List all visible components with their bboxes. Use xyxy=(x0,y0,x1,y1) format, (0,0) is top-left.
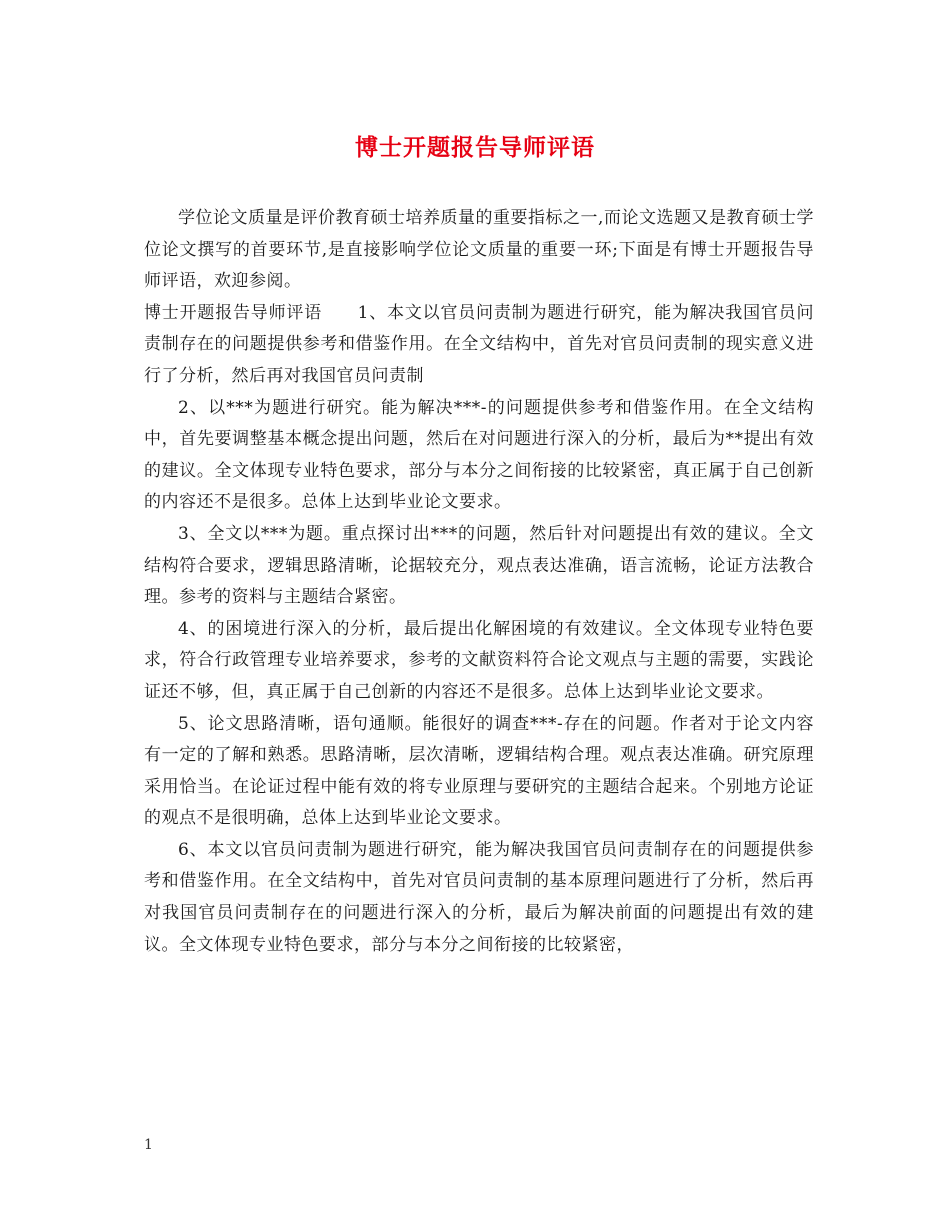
comment-paragraph-5: 5、论文思路清晰，语句通顺。能很好的调查***-存在的问题。作者对于论文内容有一定的了解和熟悉。思路清晰，层次清晰，逻辑结构合理。观点表达准确。研究原理采用恰当。在论证过程中能有效的将专业原理与要研究的主题结合起来。个别地方论证的观点不是很明确，总体上达到毕业论文要求。 xyxy=(144,713,814,829)
document-title: 博士开题报告导师评语 xyxy=(355,134,595,161)
document-body xyxy=(144,203,814,961)
comment-paragraph-3: 3、全文以***为题。重点探讨出***的问题，然后针对问题提出有效的建议。全文结构符合要求，逻辑思路清晰，论据较充分，观点表达准确，语言流畅，论证方法教合理。参考的资料与主题结合紧密。 xyxy=(144,523,814,608)
comment-paragraph-4: 4、的困境进行深入的分析，最后提出化解困境的有效建议。全文体现专业特色要求，符合行政管理专业培养要求，参考的文献资料符合论文观点与主题的需要，实践论证还不够，但，真正属于自己创新的内容还不是很多。总体上达到毕业论文要求。 xyxy=(144,618,814,702)
comment-paragraph-2: 2、以***为题进行研究。能为解决***-的问题提供参考和借鉴作用。在全文结构中，首先要调整基本概念提出问题，然后在对问题进行深入的分析，最后为**提出有效的建议。全文体现专业特色要求，部分与本分之间衔接的比较紧密，真正属于自己创新的内容还不是很多。总体上达到毕业论文要求。 xyxy=(144,397,814,513)
page-number: 1 xyxy=(144,1137,153,1153)
section-paragraph: 博士开题报告导师评语 1、本文以官员问责制为题进行研究，能为解决我国官员问责制存在的问题提供参考和借鉴作用。在全文结构中，首先对官员问责制的现实意义进行了分析，然后再对我国官员问责制 xyxy=(144,302,814,386)
comment-paragraph-6: 6、本文以官员问责制为题进行研究，能为解决我国官员问责制存在的问题提供参考和借鉴作用。在全文结构中，首先对官员问责制的基本原理问题进行了分析，然后再对我国官员问责制存在的问题进行深入的分析，最后为解决前面的问题提出有效的建议。全文体现专业特色要求，部分与本分之间衔接的比较紧密， xyxy=(144,839,814,955)
intro-paragraph: 学位论文质量是评价教育硕士培养质量的重要指标之一,而论文选题又是教育硕士学位论文撰写的首要环节,是直接影响学位论文质量的重要一环;下面是有博士开题报告导师评语，欢迎参阅。 xyxy=(144,208,814,292)
